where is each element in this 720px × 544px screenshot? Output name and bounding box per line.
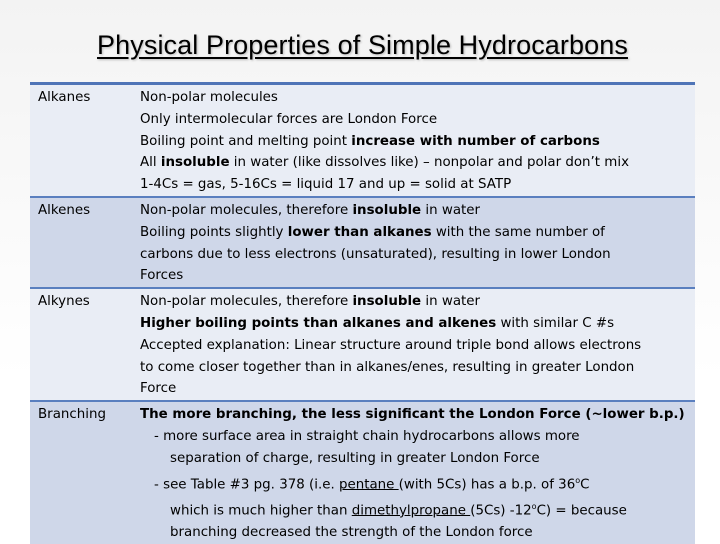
alkynes-line-1-text-b: in water <box>421 294 481 310</box>
alkynes-line-1-emphasis: insoluble <box>352 294 422 310</box>
description-alkenes <box>140 197 695 288</box>
branching-line-4 <box>140 470 691 496</box>
alkanes-line-4 <box>140 152 691 174</box>
alkynes-line-4: to come closer together than in alkanes/enes, resulting in greater London <box>140 359 635 375</box>
alkynes-line-1-text-a: Non-polar molecules, therefore <box>140 294 353 310</box>
branching-line-4-degree: o <box>575 475 581 485</box>
alkynes-line-3: Accepted explanation: Linear structure around triple bond allows electrons <box>140 337 642 353</box>
alkenes-line-2-text-a: Boiling points slightly <box>140 224 288 240</box>
category-alkanes: Alkanes <box>38 90 91 105</box>
alkenes-line-2-emphasis: lower than alkanes <box>287 224 432 240</box>
alkenes-line-1 <box>140 200 691 222</box>
alkenes-line-2-text-b: with the same number of <box>431 224 605 240</box>
slide-title: Physical Properties of Simple Hydrocarbons <box>97 30 628 60</box>
branching-line-4-underlined: pentane <box>338 477 399 493</box>
alkynes-line-2-emphasis: Higher boiling points than alkanes and alkenes <box>140 315 497 331</box>
properties-table <box>30 82 695 544</box>
branching-line-5-degree: o <box>531 501 537 511</box>
branching-line-5-text-b: (5Cs) -12 <box>470 503 532 519</box>
branching-line-6: branching decreased the strength of the London force <box>170 525 533 541</box>
description-alkynes <box>140 288 695 401</box>
branching-line-5 <box>140 496 691 522</box>
table-row-alkynes <box>30 288 695 401</box>
alkanes-line-5: 1-4Cs = gas, 5-16Cs = liquid 17 and up = solid at SATP <box>140 177 512 193</box>
branching-line-4-text-a: - see Table #3 pg. 378 (i.e. <box>154 477 339 493</box>
branching-line-2: - more surface area in straight chain hydrocarbons allows more <box>154 428 580 444</box>
alkynes-line-1 <box>140 291 691 313</box>
branching-line-5-text-a: which is much higher than <box>170 503 352 519</box>
alkanes-line-4-text-a: All <box>140 155 161 171</box>
branching-line-5-underlined: dimethylpropane <box>351 503 471 519</box>
alkenes-line-4: Forces <box>140 268 184 284</box>
table-row-alkanes <box>30 84 695 197</box>
table-row-alkenes <box>30 197 695 288</box>
alkynes-line-2-text: with similar C #s <box>496 315 615 331</box>
description-alkanes <box>140 84 695 197</box>
description-branching <box>140 401 695 544</box>
alkanes-line-4-text-b: in water (like dissolves like) – nonpolar and polar don’t mix <box>229 155 629 171</box>
category-alkynes: Alkynes <box>38 294 90 310</box>
alkenes-line-1-text-b: in water <box>421 202 481 218</box>
alkenes-line-3: carbons due to less electrons (unsaturated), resulting in lower London <box>140 246 611 262</box>
branching-line-3: separation of charge, resulting in greater London Force <box>170 450 540 466</box>
alkanes-line-2: Only intermolecular forces are London Force <box>140 111 438 127</box>
alkynes-line-2 <box>140 313 691 335</box>
branching-line-4-text-b: (with 5Cs) has a b.p. of 36 <box>398 477 576 493</box>
table-row-branching <box>30 401 695 544</box>
alkanes-line-4-emphasis: insoluble <box>160 155 230 171</box>
alkanes-line-3-emphasis: increase with number of carbons <box>351 133 600 149</box>
branching-line-5-text-c: C) = because <box>536 503 627 519</box>
alkanes-line-3-text: Boiling point and melting point <box>140 133 352 149</box>
alkanes-line-3 <box>140 131 691 153</box>
alkynes-line-5: Force <box>140 381 177 397</box>
category-alkenes: Alkenes <box>38 202 91 218</box>
branching-line-1: The more branching, the less significant the London Force (~lower b.p.) <box>140 407 685 423</box>
alkenes-line-2 <box>140 222 691 244</box>
category-branching: Branching <box>38 407 106 423</box>
branching-line-4-unit: C <box>580 477 590 493</box>
alkenes-line-1-text-a: Non-polar molecules, therefore <box>140 202 353 218</box>
alkanes-line-1: Non-polar molecules <box>140 90 278 105</box>
alkenes-line-1-emphasis: insoluble <box>352 202 422 218</box>
